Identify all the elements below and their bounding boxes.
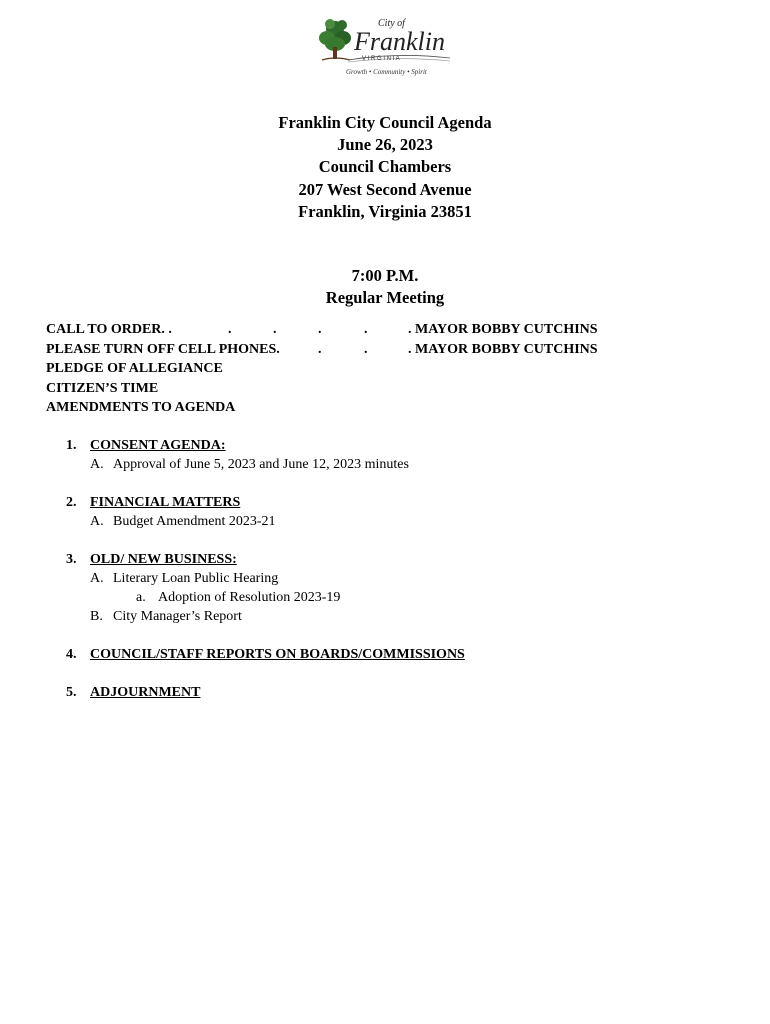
agenda-title: Franklin City Council Agenda — [278, 113, 492, 132]
meeting-city: Franklin, Virginia 23851 — [298, 201, 472, 221]
opening-label: CALL TO ORDER. . — [46, 322, 172, 337]
agenda-item-title: FINANCIAL MATTERS — [90, 495, 241, 510]
leader-dot: . — [318, 341, 322, 357]
subitem-text: Approval of June 5, 2023 and June 12, 2023 minutes — [113, 457, 409, 472]
opening-label: PLEDGE OF ALLEGIANCE — [46, 361, 223, 377]
agenda-item-title: OLD/ NEW BUSINESS: — [90, 552, 237, 567]
leader-dot: . — [273, 322, 277, 337]
subitem-letter: B. — [90, 609, 103, 624]
meeting-address: 207 West Second Avenue — [298, 179, 472, 199]
subitem-text: Budget Amendment 2023-21 — [113, 514, 276, 529]
meeting-info — [0, 265, 770, 309]
meeting-type: Regular Meeting — [325, 288, 445, 308]
agenda-item-title: COUNCIL/STAFF REPORTS ON BOARDS/COMMISSIONS — [90, 647, 465, 662]
opening-label: PLEASE TURN OFF CELL PHONES. — [46, 341, 280, 357]
meeting-venue: Council Chambers — [318, 157, 452, 177]
subitem-letter: A. — [90, 457, 104, 472]
subitem-letter: a. — [136, 590, 146, 605]
tree-icon — [319, 19, 351, 60]
agenda-item-number: 4. — [66, 647, 77, 662]
city-of-franklin-logo — [318, 14, 452, 78]
agenda-item-number: 3. — [66, 552, 77, 567]
leader-dot: . — [364, 322, 368, 337]
leader-dot: . — [318, 322, 322, 337]
subitem-letter: A. — [90, 571, 104, 586]
franklin-logo-graphic — [318, 14, 452, 78]
meeting-date: June 26, 2023 — [337, 135, 433, 155]
opening-label: AMENDMENTS TO AGENDA — [46, 400, 236, 416]
subitem-text: Literary Loan Public Hearing — [113, 571, 279, 586]
agenda-item-title: CONSENT AGENDA: — [90, 438, 226, 453]
subitem-text: Adoption of Resolution 2023-19 — [158, 590, 341, 605]
agenda-item-number: 2. — [66, 495, 77, 510]
opening-presenter: . MAYOR BOBBY CUTCHINS — [408, 322, 598, 337]
subitem-letter: A. — [90, 514, 104, 529]
logo-name: Franklin — [354, 27, 445, 56]
opening-label: CITIZEN’S TIME — [46, 380, 159, 396]
logo-tagline: Growth • Community • Spirit — [346, 68, 427, 76]
agenda-item-number: 5. — [66, 685, 77, 700]
leader-dot: . — [364, 341, 368, 357]
meeting-time: 7:00 P.M. — [351, 266, 419, 285]
subitem-text: City Manager’s Report — [113, 609, 242, 624]
logo-state: V I R G I N I A — [362, 56, 400, 62]
agenda-item-title: ADJOURNMENT — [90, 685, 201, 700]
logo-city-of: City of — [378, 18, 405, 29]
agenda-header — [0, 112, 770, 223]
opening-presenter: . MAYOR BOBBY CUTCHINS — [408, 341, 598, 357]
agenda-item-number: 1. — [66, 438, 77, 453]
leader-dot: . — [228, 322, 232, 337]
